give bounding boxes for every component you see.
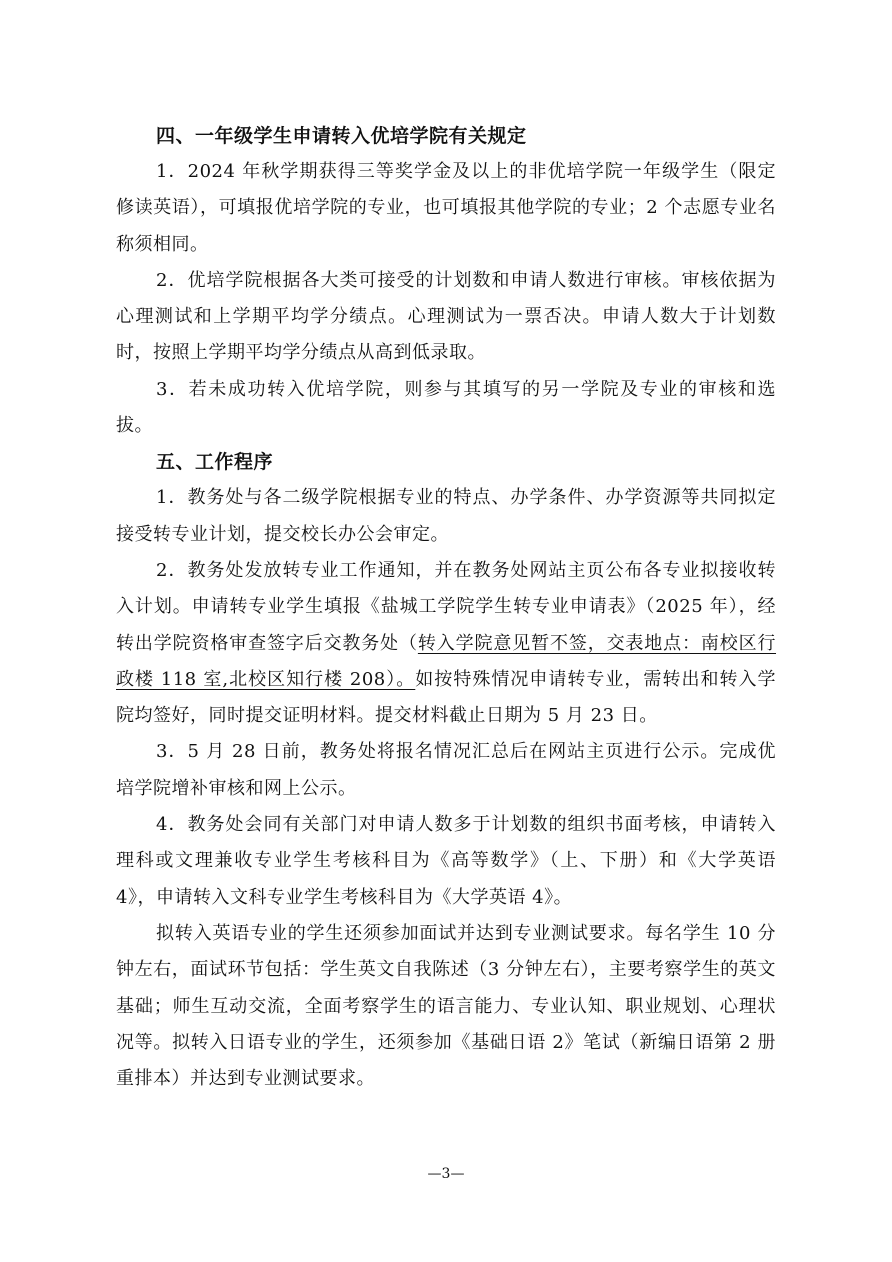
paragraph-with-underline	[116, 553, 776, 734]
page-number: —3—	[427, 1166, 465, 1182]
paragraph: 4．教务处会同有关部门对申请人数多于计划数的组织书面考核，申请转入理科或文理兼收专业学生考核科目为《高等数学》（上、下册）和《大学英语 4》，申请转入文科专业学生考核科目为《大学英语 4》。	[116, 814, 776, 908]
paragraph: 3．若未成功转入优培学院，则参与其填写的另一学院及专业的审核和选拔。	[116, 378, 776, 437]
underlined-note: 转入学院意见暂不签，交表地点：南校区行政楼 118 室,北校区知行楼 208）。	[116, 632, 777, 690]
paragraph-text: 2．教务处发放转专业工作通知，并在教务处网站主页公布各专业拟接收转入计划。申请转专业学生填报《盐城工学院学生转专业申请表》（2025 年），经转出学院资格审查签字后交教务处（	[116, 559, 776, 654]
paragraph: 2．优培学院根据各大类可接受的计划数和申请人数进行审核。审核依据为心理测试和上学期平均学分绩点。心理测试为一票否决。申请人数大于计划数时，按照上学期平均学分绩点从高到低录取。	[116, 269, 776, 364]
paragraph: 1．2024 年秋学期获得三等奖学金及以上的非优培学院一年级学生（限定修读英语），可填报优培学院的专业，也可填报其他学院的专业；2 个志愿专业名称须相同。	[116, 161, 776, 255]
paragraph: 3．5 月 28 日前，教务处将报名情况汇总后在网站主页进行公示。完成优培学院增补审核和网上公示。	[116, 741, 776, 799]
paragraph: 1．教务处与各二级学院根据专业的特点、办学条件、办学资源等共同拟定接受转专业计划，提交校长办公会审定。	[116, 487, 776, 545]
paragraph-text: 如按特殊情况申请转专业，需转出和转入学院均签好，同时提交证明材料。提交材料截止日期为 5 月 23 日。	[116, 668, 777, 727]
paragraph: 拟转入英语专业的学生还须参加面试并达到专业测试要求。每名学生 10 分钟左右，面试环节包括：学生英文自我陈述（3 分钟左右），主要考察学生的英文基础；师生互动交流，全面考察学生的语言能力、专业认知、职业规划、心理状况等。拟转入日语专业的学生，还须参加《基础日语 2》笔试（新编日语第 2 册重排本）并达到专业测试要求。	[116, 922, 776, 1090]
document-body	[116, 118, 776, 1097]
section-heading-5: 五、工作程序	[156, 451, 274, 474]
section-heading-4: 四、一年级学生申请转入优培学院有关规定	[156, 125, 527, 147]
